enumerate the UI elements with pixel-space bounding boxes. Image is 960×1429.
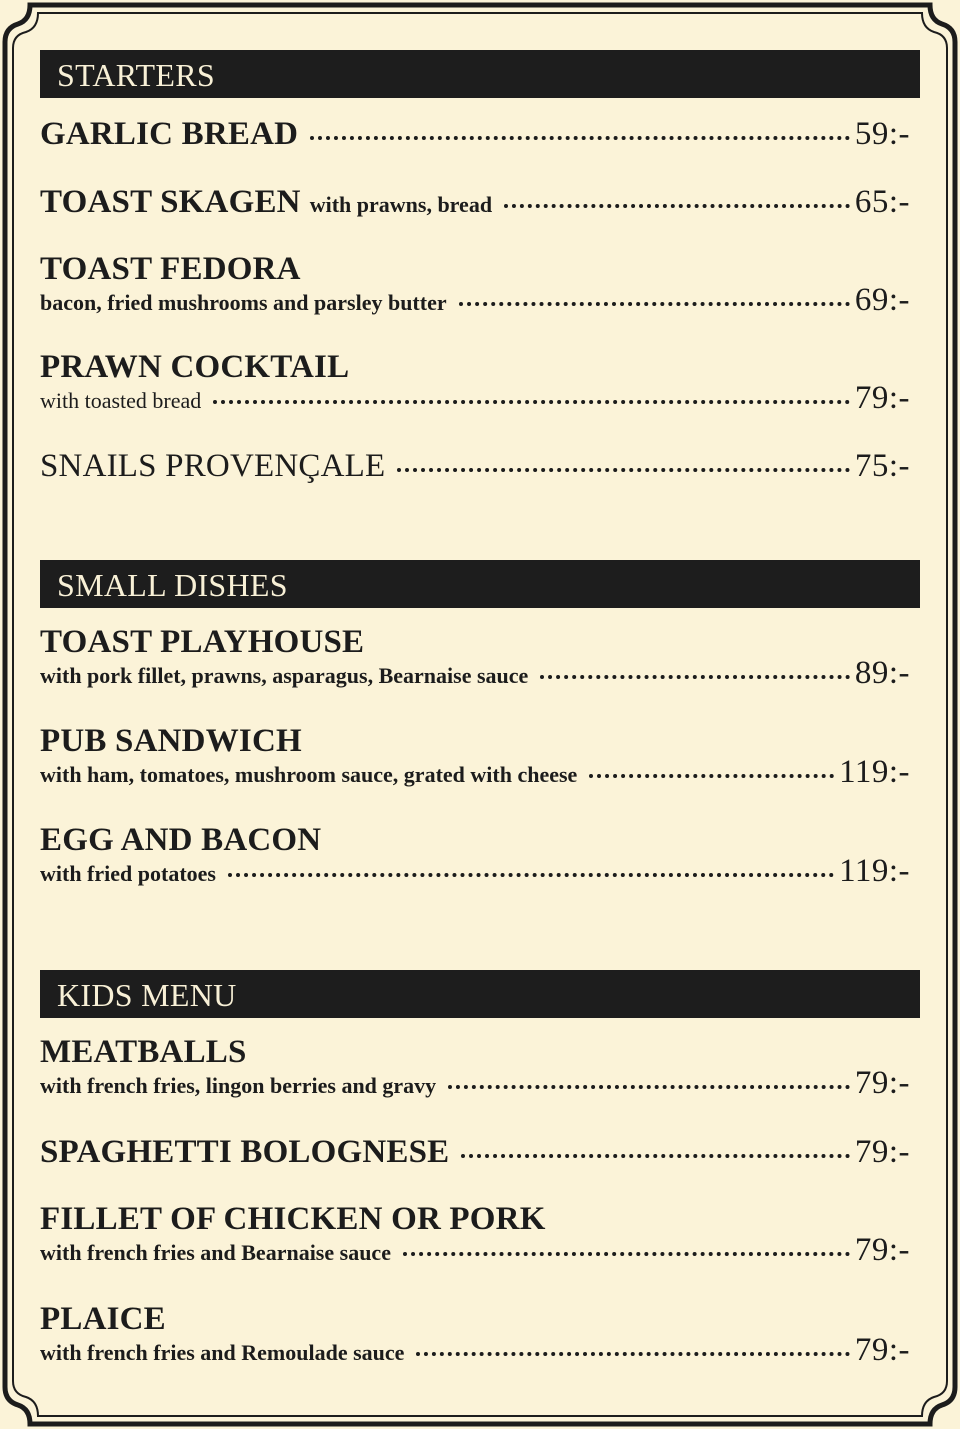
item-price: 79:-: [854, 1065, 910, 1101]
item-name: PUB SANDWICH: [40, 723, 302, 759]
dot-leader: [504, 204, 850, 208]
item-name: PLAICE: [40, 1301, 166, 1337]
item-name: PRAWN COCKTAIL: [40, 349, 350, 385]
dot-leader: [416, 1352, 849, 1356]
item-price: 119:-: [839, 853, 910, 889]
item-description: with french fries and Bearnaise sauce: [40, 1240, 391, 1265]
item-description: with fried potatoes: [40, 861, 216, 886]
item-name: FILLET OF CHICKEN OR PORK: [40, 1201, 546, 1237]
item-price: 79:-: [854, 1332, 910, 1368]
section-kids-menu: [40, 970, 920, 1018]
item-price: 59:-: [854, 116, 910, 152]
item-description: with french fries and Remoulade sauce: [40, 1340, 405, 1365]
dot-leader: [310, 136, 850, 140]
dot-leader: [403, 1252, 850, 1256]
menu-item: [40, 822, 910, 890]
item-description: with french fries, lingon berries and gravy: [40, 1073, 437, 1098]
menu-item: [40, 624, 910, 692]
item-price: 89:-: [854, 655, 910, 691]
dot-leader: [228, 873, 834, 877]
section-header: STARTERS: [40, 50, 920, 98]
item-description: with toasted bread: [40, 388, 202, 413]
dot-leader: [589, 774, 834, 778]
menu-item: [40, 448, 910, 485]
item-description: bacon, fried mushrooms and parsley butter: [40, 290, 447, 315]
menu-item: [40, 1034, 910, 1102]
item-price: 69:-: [854, 282, 910, 318]
dot-leader: [459, 302, 850, 306]
menu-item: [40, 116, 910, 153]
item-price: 79:-: [854, 1232, 910, 1268]
dot-leader: [397, 468, 849, 472]
section-header: SMALL DISHES: [40, 560, 920, 608]
menu-item: [40, 349, 910, 417]
menu-item: [40, 184, 910, 221]
item-description: with pork fillet, prawns, asparagus, Bearnaise sauce: [40, 663, 529, 688]
item-name: SPAGHETTI BOLOGNESE: [40, 1134, 450, 1170]
menu-item: [40, 251, 910, 319]
dot-leader: [448, 1085, 850, 1089]
item-price: 75:-: [854, 448, 910, 484]
dot-leader: [461, 1154, 849, 1158]
item-name: SNAILS PROVENÇALE: [40, 448, 386, 484]
menu-item: [40, 1201, 910, 1269]
item-name: TOAST PLAYHOUSE: [40, 624, 365, 660]
section-header: KIDS MENU: [40, 970, 920, 1018]
item-name: TOAST FEDORA: [40, 251, 301, 287]
item-description: with prawns, bread: [309, 192, 493, 217]
menu-item: [40, 1134, 910, 1171]
item-name: MEATBALLS: [40, 1034, 247, 1070]
section-starters: [40, 50, 920, 98]
item-price: 79:-: [854, 1134, 910, 1170]
menu-item: [40, 723, 910, 791]
item-description: with ham, tomatoes, mushroom sauce, grated with cheese: [40, 762, 578, 787]
item-price: 65:-: [854, 184, 910, 220]
menu-item: [40, 1301, 910, 1369]
item-name: GARLIC BREAD: [40, 116, 299, 152]
item-name: TOAST SKAGEN: [40, 184, 301, 220]
item-price: 119:-: [839, 754, 910, 790]
section-small-dishes: [40, 560, 920, 608]
dot-leader: [540, 675, 850, 679]
dot-leader: [213, 400, 850, 404]
item-price: 79:-: [854, 380, 910, 416]
item-name: EGG AND BACON: [40, 822, 322, 858]
